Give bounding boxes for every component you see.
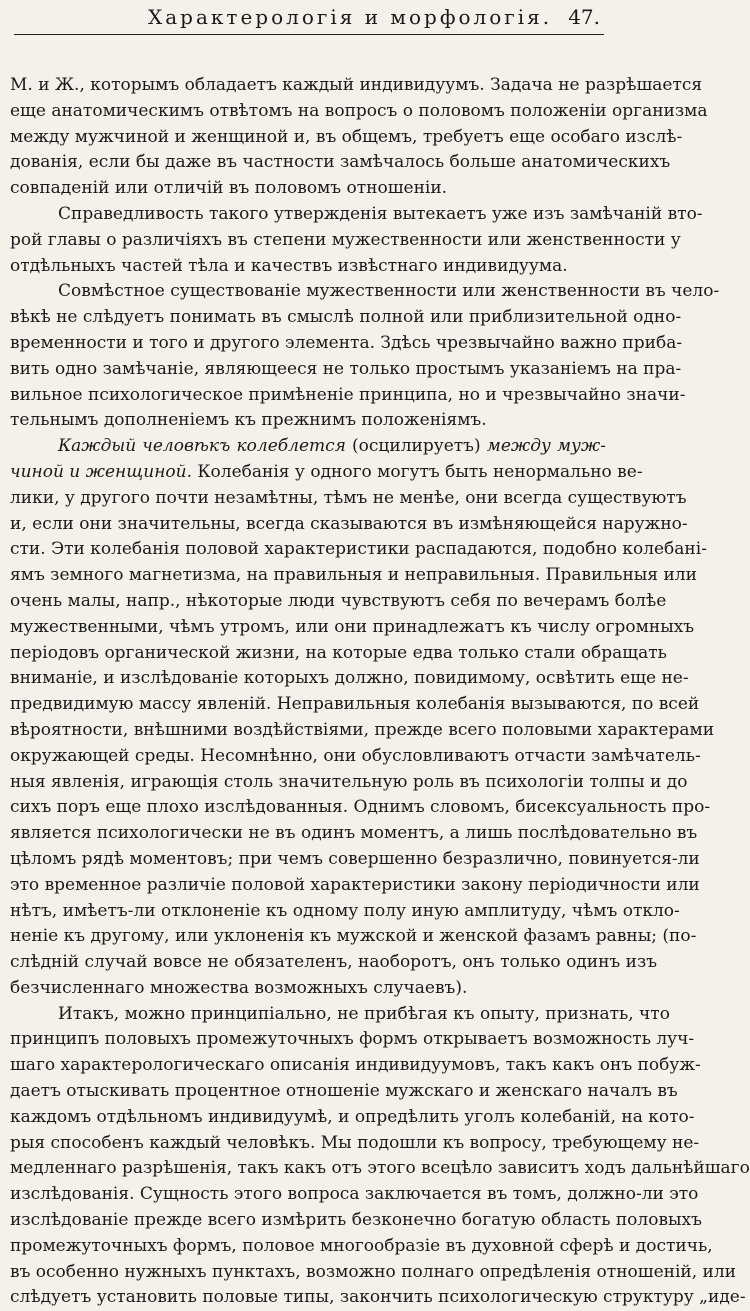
text-line [10, 1260, 736, 1286]
line-text: цѣломъ рядѣ моментовъ; при чемъ совершенно безразлично, повинуется-ли [10, 848, 700, 869]
line-text: вильное психологическое примѣненіе принципа, но и чрезвычайно значи- [10, 384, 686, 405]
line-text: мужественными, чѣмъ утромъ, или они принадлежатъ къ числу огромныхъ [10, 616, 695, 637]
text-line [10, 150, 671, 176]
line-text: временности и того и другого элемента. Здѣсь чрезвычайно важно приба- [10, 332, 683, 353]
text-line [10, 73, 703, 99]
line-text: вить одно замѣчаніе, являющееся не только простымъ указаніемъ на пра- [10, 358, 682, 379]
text-line [10, 615, 695, 641]
text-line [10, 1027, 695, 1053]
text-line [10, 1234, 713, 1260]
text-line [10, 99, 708, 125]
line-text: между мужчиной и женщиной и, въ общемъ, требуетъ еще особаго изслѣ- [10, 126, 683, 147]
line-text: рой главы о различіяхъ въ степени мужественности или женственности у [10, 229, 681, 250]
text-line [10, 512, 688, 538]
line-text: каждомъ отдѣльномъ индивидуумѣ, и опредѣлить уголъ колебаній, на кото- [10, 1106, 695, 1127]
line-text: очень малы, напр., нѣкоторые люди чувствуютъ себя по вечерамъ болѣе [10, 590, 667, 611]
line-text: ныя явленія, играющія столь значительную роль въ психологіи толпы и до [10, 771, 688, 792]
text-line [10, 383, 686, 409]
text-line [10, 460, 643, 486]
line-text: сихъ поръ еще плохо изслѣдованныя. Однимъ словомъ, бисексуальность про- [10, 797, 711, 818]
text-line [10, 357, 682, 383]
text-line [10, 718, 715, 744]
line-text: совпаденій или отличій въ половомъ отношеніи. [10, 178, 448, 199]
line-text: Итакъ, можно принципіально, не прибѣгая къ опыту, признать, что [58, 1003, 670, 1024]
text-line [10, 795, 711, 821]
line-text: промежуточныхъ формъ, половое многообразіе въ духовной сферѣ и достичь, [10, 1235, 713, 1256]
line-text: неніе къ другому, или уклоненія къ мужской и женской фазамъ равны; (по- [10, 926, 697, 947]
line-text: въ особенно нужныхъ пунктахъ, возможно полнаго опредѣленія отношеній, или [10, 1261, 736, 1282]
line-text: медленнаго разрѣшенія, такъ какъ отъ этого всецѣло зависитъ ходъ дальнѣйшаго [10, 1158, 750, 1179]
line-text: даетъ отыскивать процентное отношеніе мужскаго и женскаго началъ въ [10, 1081, 678, 1102]
text-line [10, 1105, 695, 1131]
line-text: вниманіе, и изслѣдованіе которыхъ должно, повидимому, освѣтить еще не- [10, 668, 689, 689]
line-text: рыя способенъ каждый человѣкъ. Мы подошли къ вопросу, требующему не- [10, 1132, 700, 1153]
line-text: нѣтъ, имѣетъ-ли отклоненіе къ одному полу иную амплитуду, чѣмъ откло- [10, 900, 680, 921]
text-line [10, 331, 683, 357]
line-text: (осцилируетъ) [345, 436, 487, 457]
line-text: является психологически не въ одинъ моментъ, а лишь послѣдовательно въ [10, 823, 698, 844]
page-number: 47. [568, 5, 600, 29]
text-line [10, 1079, 678, 1105]
line-text: еще анатомическимъ отвѣтомъ на вопросъ о половомъ положеніи организма [10, 100, 708, 121]
text-line [10, 1053, 701, 1079]
text-line [10, 228, 681, 254]
text-line [10, 1208, 702, 1234]
line-text: періодовъ органической жизни, на которые едва только стали обращать [10, 642, 667, 663]
emphasis-text: Каждый человѣкъ колеблется [58, 436, 346, 457]
text-line [10, 176, 606, 202]
text-line [10, 692, 700, 718]
text-line [10, 1131, 700, 1157]
body-text [10, 73, 750, 1311]
running-head: Характерологія и морфологія. [148, 5, 553, 29]
text-line [10, 847, 700, 873]
page-header [14, 0, 604, 35]
line-text: вѣроятности, внѣшними воздѣйствіями, прежде всего половыми характерами [10, 719, 715, 740]
line-text: лики, у другого почти незамѣтны, тѣмъ не менѣе, они всегда существуютъ [10, 487, 687, 508]
line-text: ямъ земного магнетизма, на правильныя и неправильныя. Правильныя или [10, 565, 697, 586]
text-line [10, 1285, 746, 1311]
line-text: безчисленнаго множества возможныхъ случаевъ). [10, 977, 468, 998]
text-line [10, 486, 687, 512]
text-line [10, 1002, 670, 1028]
line-text: Совмѣстное существованіе мужественности или женственности въ чело- [58, 281, 720, 302]
text-line [10, 305, 682, 331]
text-line [10, 770, 688, 796]
line-text: тельнымъ дополненіемъ къ прежнимъ положеніямъ. [10, 410, 487, 431]
line-text: окружающей среды. Несомнѣнно, они обусловливаютъ отчасти замѣчатель- [10, 745, 701, 766]
line-text: Колебанія у одного могутъ быть ненормально ве- [192, 461, 643, 482]
emphasis-text: чиной и женщиной. [10, 461, 192, 482]
text-line [10, 408, 606, 434]
text-line [10, 821, 698, 847]
text-line [10, 666, 689, 692]
text-line [10, 1182, 699, 1208]
line-text: это временное различіе половой характеристики закону періодичности или [10, 874, 700, 895]
text-line [10, 899, 680, 925]
line-text: отдѣльныхъ частей тѣла и качествъ извѣстнаго индивидуума. [10, 255, 568, 276]
text-line [10, 1156, 750, 1182]
line-text: изслѣдованія. Сущность этого вопроса заключается въ томъ, должно-ли это [10, 1184, 699, 1205]
text-line [10, 434, 606, 460]
line-text: слѣдній случай вовсе не обязателенъ, наоборотъ, онъ только одинъ изъ [10, 952, 658, 973]
line-text: слѣдуетъ установить половые типы, закончить психологическую структуру „иде- [10, 1287, 746, 1308]
text-line [10, 202, 703, 228]
line-text: предвидимую массу явленій. Неправильныя колебанія вызываются, по всей [10, 694, 700, 715]
line-text: шаго характерологическаго описанія индивидуумовъ, такъ какъ онъ побуж- [10, 1055, 701, 1076]
line-text: принципъ половыхъ промежуточныхъ формъ открываетъ возможность луч- [10, 1029, 695, 1050]
line-text: сти. Эти колебанія половой характеристики распадаются, подобно колебані- [10, 539, 707, 560]
text-line [10, 950, 658, 976]
text-line [10, 589, 667, 615]
text-line [10, 537, 707, 563]
text-line [10, 279, 720, 305]
line-text: изслѣдованіе прежде всего измѣрить безконечно богатую область половыхъ [10, 1210, 702, 1231]
text-line [10, 563, 697, 589]
text-line [10, 125, 683, 151]
line-text: и, если они значительны, всегда сказываются въ измѣняющейся наружно- [10, 513, 688, 534]
text-line [10, 924, 697, 950]
text-line [10, 976, 606, 1002]
line-text: вѣкѣ не слѣдуетъ понимать въ смыслѣ полной или приблизительной одно- [10, 307, 682, 328]
line-text: Справедливость такого утвержденія вытекаетъ уже изъ замѣчаній вто- [58, 203, 703, 224]
line-text: дованія, если бы даже въ частности замѣчалось больше анатомическихъ [10, 152, 671, 173]
text-line [10, 873, 700, 899]
line-text: М. и Ж., которымъ обладаетъ каждый индивидуумъ. Задача не разрѣшается [10, 75, 703, 95]
emphasis-text: между муж- [486, 436, 606, 457]
text-line [10, 641, 667, 667]
text-line [10, 254, 606, 280]
text-line [10, 744, 701, 770]
